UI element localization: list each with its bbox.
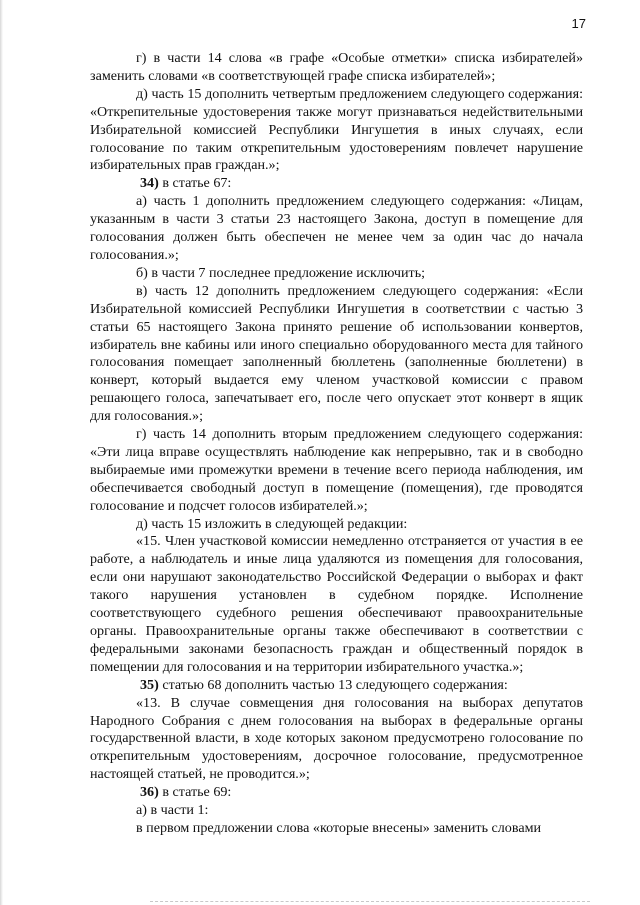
paragraph-68-part13: «13. В случае совмещения дня голосования на выборах депутатов Народного Собрания с днем голосования на выборах в федеральные органы государственной власти, в ходе которых законом предусмотрено голосование по открепительным удостоверениям, досрочное голосование, предусмотренное настоящей статьей, не проводится.»; bbox=[90, 694, 583, 783]
document-body bbox=[90, 50, 583, 838]
paragraph-69a-first-sentence: в первом предложении слова «которые внесены» заменить словами bbox=[136, 819, 542, 836]
paragraph-67d: д) часть 15 изложить в следующей редакции: bbox=[136, 515, 408, 532]
paragraph-69a: а) в части 1: bbox=[136, 802, 209, 819]
paragraph-14g: г) в части 14 слова «в графе «Особые отметки» списка избирателей» заменить словами «в соответствующей графе списка избирателей»; bbox=[90, 50, 583, 84]
paragraph-67g: г) часть 14 дополнить вторым предложением следующего содержания: «Эти лица вправе осуществлять наблюдение как непрерывно, так и в свободно выбираемые ими промежутки времени в течение всего периода наблюдения, им обеспечивается свободный доступ в помещение (помещения), где проводятся голосование и подсчет голосов избирателей.»; bbox=[90, 426, 583, 514]
item-number: 35) bbox=[140, 676, 159, 693]
paragraph-15d: д) часть 15 дополнить четвертым предложением следующего содержания: «Открепительные удостоверения также могут признаваться недействительными Избирательной комиссией Республики Ингушетия в иных случаях, если голосование по таким открепительным удостоверениям повлечет нарушение избирательных прав граждан.»; bbox=[90, 85, 583, 174]
item-36-heading: 36) в статье 69: bbox=[140, 784, 232, 801]
page-number: 17 bbox=[571, 16, 586, 31]
paragraph-67b: б) в части 7 последнее предложение исключить; bbox=[136, 264, 426, 281]
item-number: 36) bbox=[140, 784, 159, 801]
paragraph-67a: а) часть 1 дополнить предложением следующего содержания: «Лицам, указанным в части 3 статьи 23 настоящего Закона, доступ в помещение для голосования должен быть обеспечен не менее чем за один час до начала голосования.»; bbox=[90, 193, 583, 263]
scan-edge-shadow bbox=[0, 0, 3, 905]
item-number: 34) bbox=[140, 175, 159, 192]
item-35-heading: 35) статью 68 дополнить частью 13 следующего содержания: bbox=[140, 676, 508, 693]
scan-bottom-artifact bbox=[150, 901, 590, 903]
paragraph-67-part15: «15. Член участковой комиссии немедленно отстраняется от участия в ее работе, а наблюдатель и иные лица удаляются из помещения для голосования, если они нарушают законодательство Российской Федерации о выборах и факт такого нарушения установлен в судебном порядке. Исполнение соответствующего судебного решения обеспечивают правоохранительные органы. Правоохранительные органы также обеспечивают в соответствии с федеральными законами безопасность граждан и общественный порядок в помещении для голосования и на территории избирательного участка.»; bbox=[90, 533, 583, 675]
item-34-heading: 34) в статье 67: bbox=[140, 175, 232, 192]
paragraph-67v: в) часть 12 дополнить предложением следующего содержания: «Если Избирательной комиссией Республики Ингушетия в соответствии с частью 3 статьи 65 настоящего Закона принято решение об использовании конвертов, избиратель вне кабины или иного специально оборудованного места для тайного голосования помещает заполненный бюллетень (заполненные бюллетени) в конверт, который выдается ему членом участковой комиссии с правом решающего голоса, запечатывает его, после чего опускает этот конверт в ящик для голосования.»; bbox=[90, 282, 583, 425]
